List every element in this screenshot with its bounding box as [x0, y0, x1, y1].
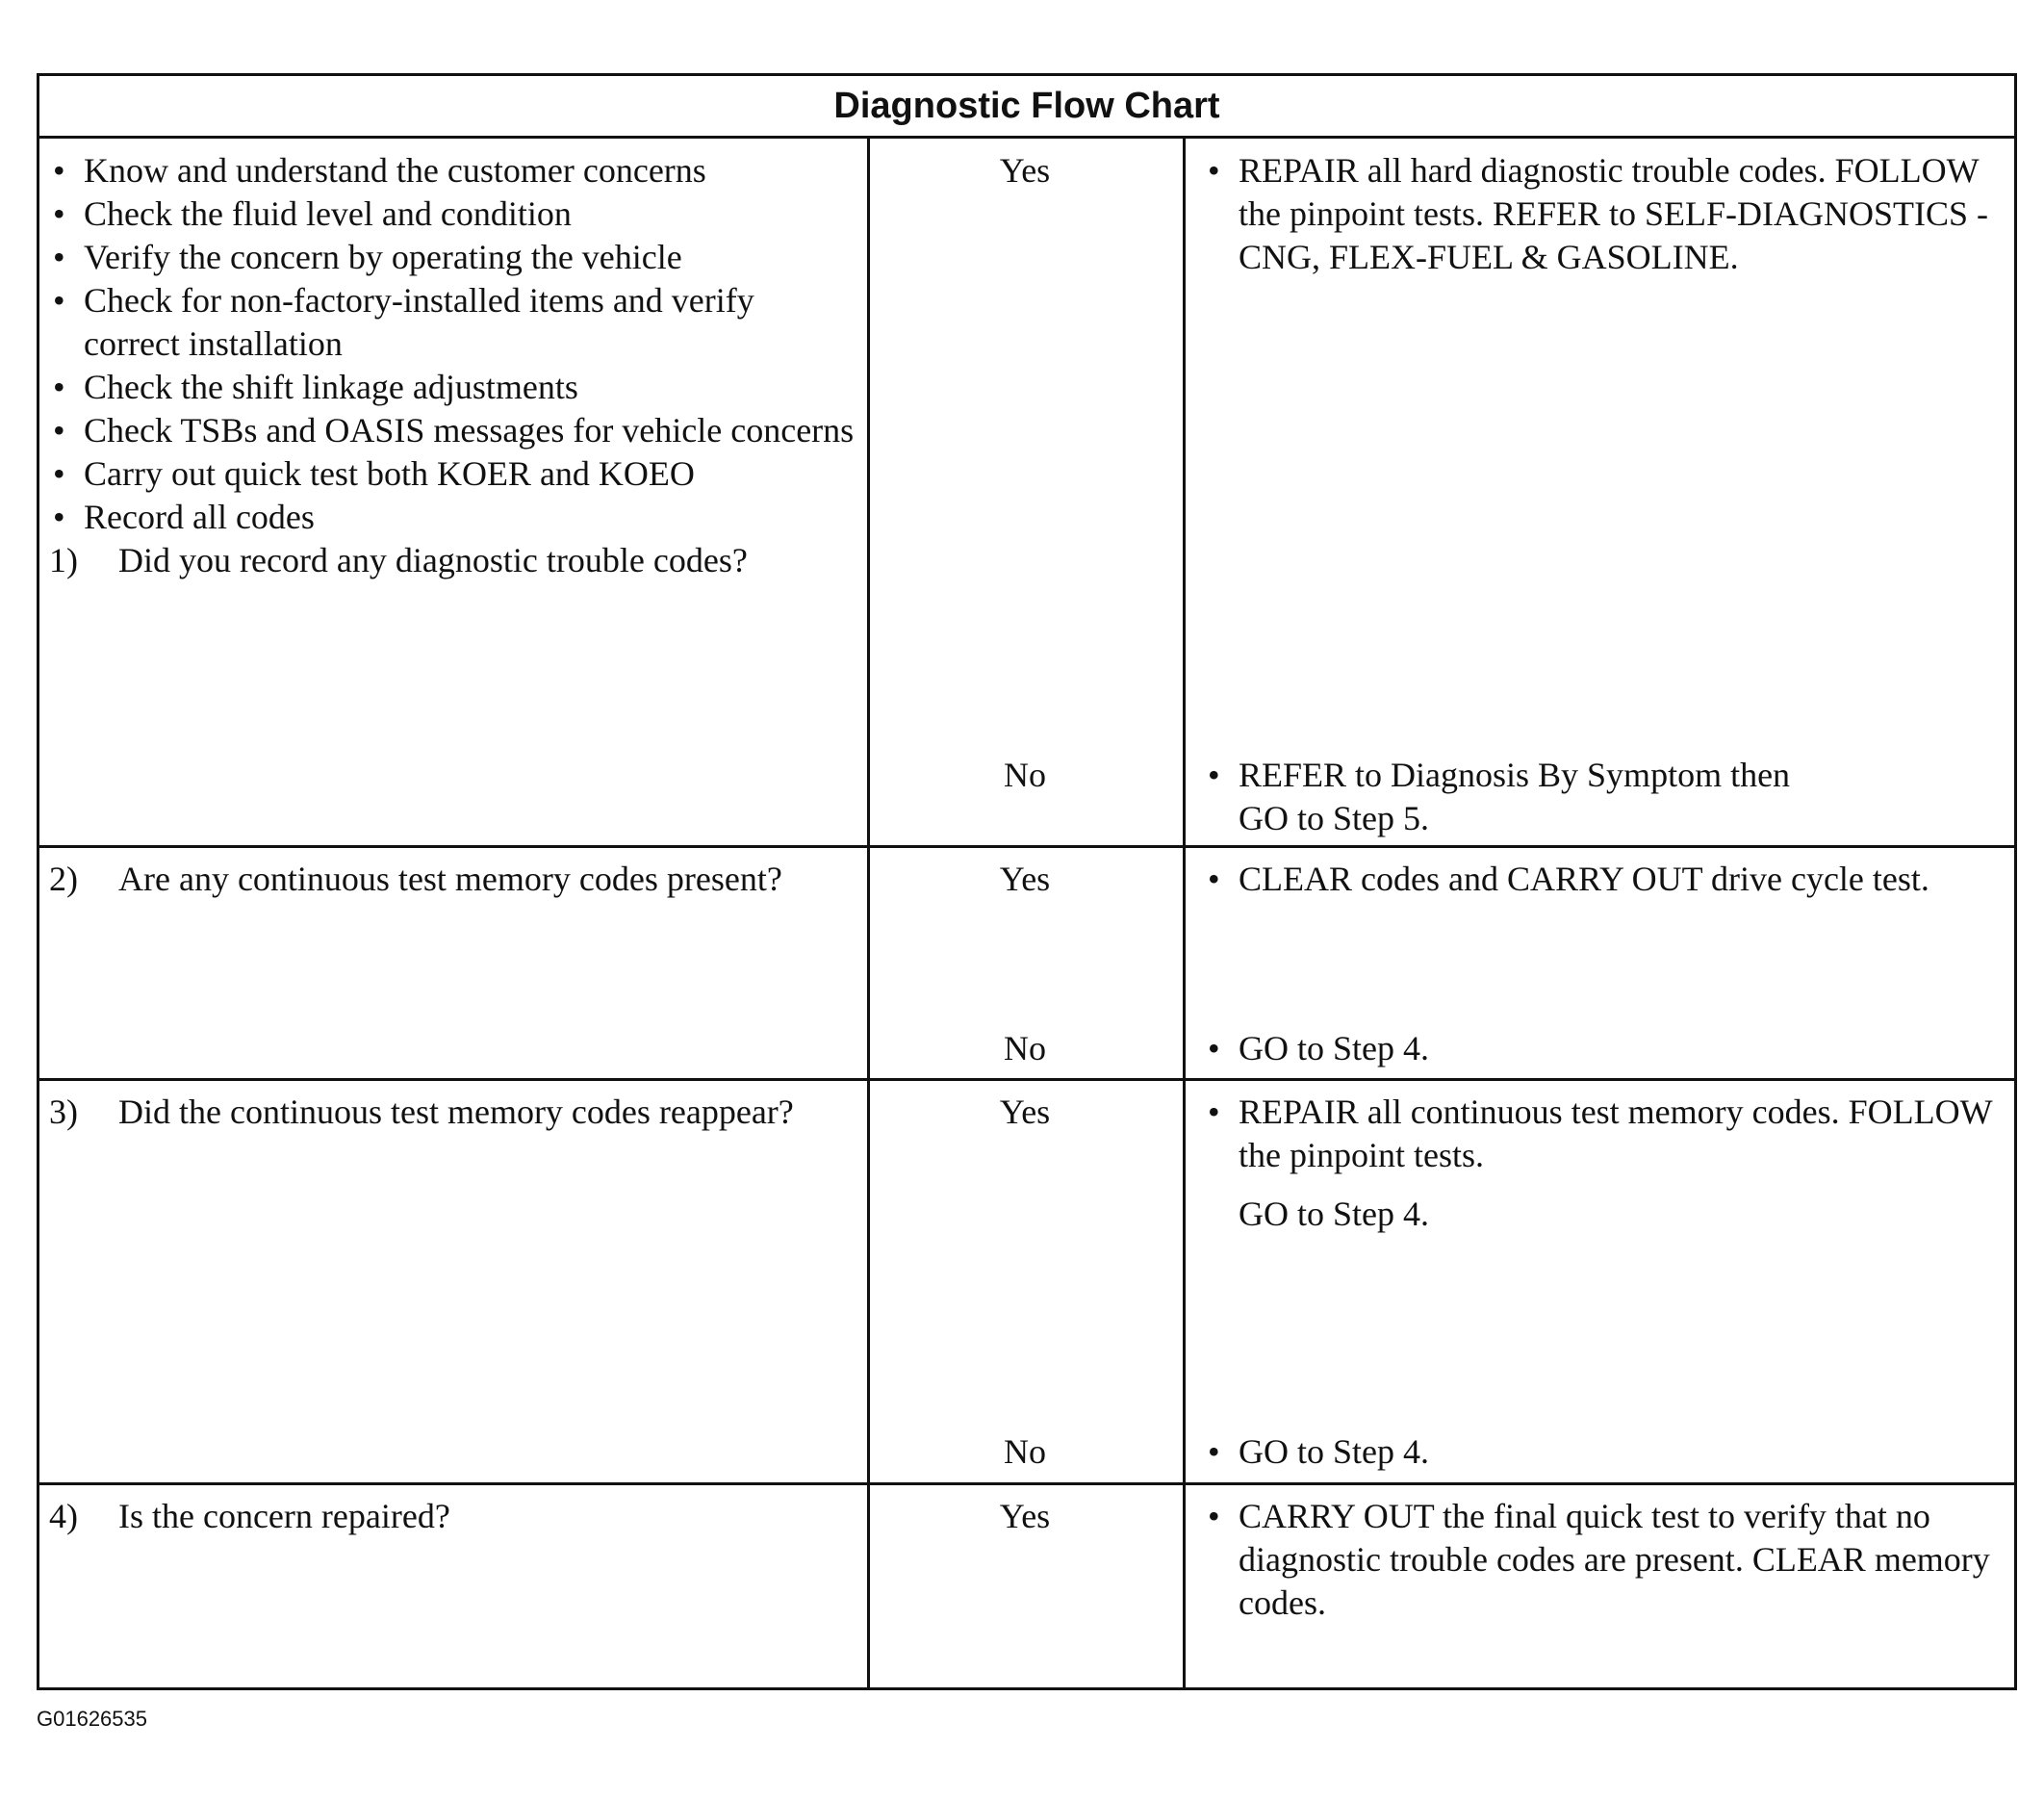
checklist-item: • Know and understand the customer concerns [49, 149, 857, 193]
step-1-no-action [1204, 754, 1820, 840]
step-3-yes-action [1204, 1091, 2012, 1236]
question-text: Are any continuous test memory codes present? [118, 860, 782, 898]
row-divider [39, 1078, 2014, 1081]
action-text: • REPAIR all hard diagnostic trouble codes. FOLLOW the pinpoint tests. REFER to SELF-DIAGNOSTICS - CNG, FLEX-FUEL & GASOLINE. [1204, 149, 2012, 279]
step-number: 3) [49, 1093, 78, 1131]
action-text: • CLEAR codes and CARRY OUT drive cycle test. [1204, 858, 2012, 901]
row-divider [39, 1482, 2014, 1485]
checklist-item: • Check for non-factory-installed items and verify correct installation [49, 279, 857, 366]
question-text: Did the continuous test memory codes reappear? [118, 1093, 794, 1131]
action-text: • REPAIR all continuous test memory codes. FOLLOW the pinpoint tests. [1204, 1091, 2012, 1177]
figure-code: G01626535 [37, 1707, 147, 1731]
step-number: 1) [49, 541, 78, 579]
step-1-checklist [49, 149, 857, 582]
checklist-item: • Check the shift linkage adjustments [49, 366, 857, 409]
step-4-yes-action [1204, 1495, 2012, 1625]
step-4-question [49, 1495, 857, 1538]
step-2-question [49, 858, 857, 901]
step-2-yes-action [1204, 858, 2012, 901]
table-title: Diagnostic Flow Chart [39, 76, 2014, 139]
followup-text: GO to Step 4. [1239, 1195, 1429, 1233]
step-2-yes-label: Yes [999, 860, 1051, 898]
checklist-item: • Verify the concern by operating the vehicle [49, 236, 857, 279]
step-1-question [49, 539, 857, 582]
step-3-question [49, 1091, 857, 1134]
question-text: Did you record any diagnostic trouble codes? [118, 541, 748, 579]
action-text: • GO to Step 4. [1204, 1027, 2012, 1070]
checklist-item: • Check the fluid level and condition [49, 193, 857, 236]
step-3-yes-label: Yes [999, 1093, 1051, 1131]
action-text: • CARRY OUT the final quick test to verify that no diagnostic trouble codes are present. CLEAR memory codes. [1204, 1495, 2012, 1625]
step-2-no-action [1204, 1027, 2012, 1070]
checklist-item: • Check TSBs and OASIS messages for vehicle concerns [49, 409, 857, 452]
column-divider [867, 139, 870, 1687]
flow-chart-table [37, 73, 2017, 1690]
action-text: • REFER to Diagnosis By Symptom then GO to Step 5. [1204, 754, 1820, 840]
column-divider [1183, 139, 1186, 1687]
checklist-item: • Record all codes [49, 496, 857, 539]
row-divider [39, 845, 2014, 848]
step-number: 4) [49, 1497, 78, 1535]
step-2-no-label: No [1004, 1029, 1046, 1067]
step-number: 2) [49, 860, 78, 898]
step-3-no-label: No [1004, 1432, 1046, 1471]
step-4-yes-label: Yes [999, 1497, 1051, 1535]
action-text: • GO to Step 4. [1204, 1430, 2012, 1474]
step-1-no-label: No [1004, 756, 1046, 794]
step-1-yes-action [1204, 149, 2012, 279]
step-1-yes-label: Yes [999, 151, 1051, 190]
step-3-no-action [1204, 1430, 2012, 1474]
checklist-item: • Carry out quick test both KOER and KOEO [49, 452, 857, 496]
question-text: Is the concern repaired? [118, 1497, 450, 1535]
